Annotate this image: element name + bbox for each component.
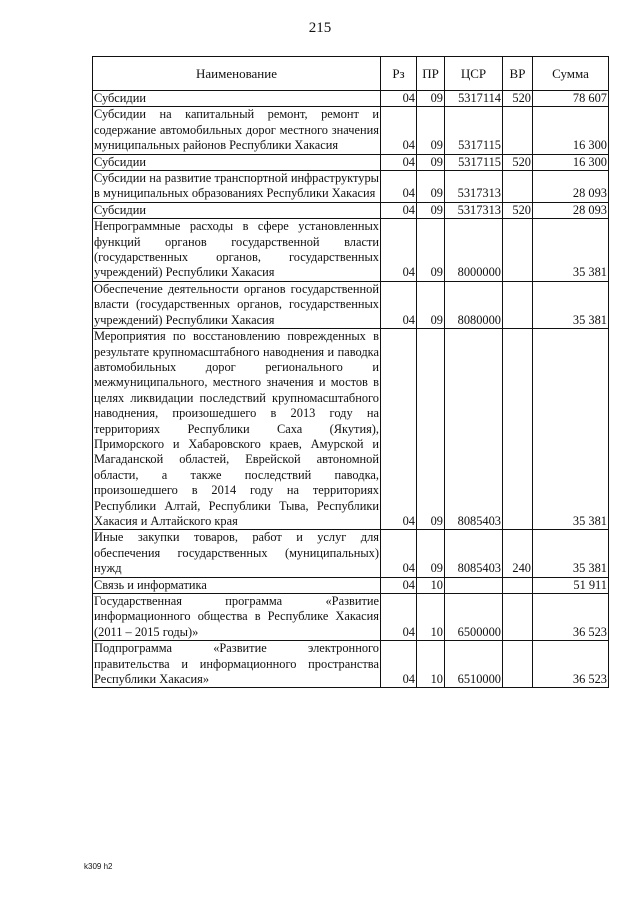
row-csr: 5317115 xyxy=(445,107,503,154)
row-name: Субсидии xyxy=(93,202,381,218)
row-rz: 04 xyxy=(381,154,417,170)
row-pr: 09 xyxy=(417,107,445,154)
row-rz: 04 xyxy=(381,219,417,282)
row-vr: 240 xyxy=(503,530,533,577)
row-rz: 04 xyxy=(381,281,417,328)
row-pr: 09 xyxy=(417,171,445,203)
row-pr: 09 xyxy=(417,329,445,530)
row-rz: 04 xyxy=(381,577,417,593)
row-csr xyxy=(445,577,503,593)
row-csr: 8080000 xyxy=(445,281,503,328)
table-row xyxy=(93,219,609,282)
row-vr xyxy=(503,329,533,530)
row-csr: 8000000 xyxy=(445,219,503,282)
row-rz: 04 xyxy=(381,91,417,107)
row-rz: 04 xyxy=(381,171,417,203)
row-name: Субсидии на капитальный ремонт, ремонт и содержание автомобильных дорог местного значения муниципальных районов Республики Хакасия xyxy=(94,107,379,153)
header-name: Наименование xyxy=(93,57,381,91)
header-vr: ВР xyxy=(503,57,533,91)
budget-table xyxy=(92,56,609,688)
row-vr xyxy=(503,594,533,641)
table-row xyxy=(93,202,609,218)
row-vr: 520 xyxy=(503,202,533,218)
row-pr: 09 xyxy=(417,91,445,107)
row-vr xyxy=(503,219,533,282)
row-name: Связь и информатика xyxy=(93,577,381,593)
row-vr xyxy=(503,171,533,203)
table-row xyxy=(93,281,609,328)
row-sum: 28 093 xyxy=(533,202,609,218)
row-name: Обеспечение деятельности органов государственной власти (государственных органов, государственных учреждений) Республики Хакасия xyxy=(94,281,379,327)
row-pr: 10 xyxy=(417,594,445,641)
header-csr: ЦСР xyxy=(445,57,503,91)
row-pr: 09 xyxy=(417,281,445,328)
header-pr: ПР xyxy=(417,57,445,91)
row-sum: 35 381 xyxy=(533,281,609,328)
row-pr: 09 xyxy=(417,219,445,282)
row-csr: 6510000 xyxy=(445,641,503,688)
row-vr: 520 xyxy=(503,154,533,170)
table-row xyxy=(93,329,609,530)
row-pr: 09 xyxy=(417,530,445,577)
row-csr: 8085403 xyxy=(445,329,503,530)
row-pr: 10 xyxy=(417,577,445,593)
row-csr: 5317313 xyxy=(445,202,503,218)
row-rz: 04 xyxy=(381,594,417,641)
row-name: Государственная программа «Развитие информационного общества в Республике Хакасия (2011 – 2015 годы)» xyxy=(94,594,379,639)
footer-code: k309 h2 xyxy=(84,862,113,871)
row-name: Мероприятия по восстановлению поврежденных в результате крупномасштабного наводнения и паводка автомобильных дорог регионального и межмуниципального, местного значения и мостов в целях ликвидации последствий крупномасштабного наводнения, произошедшего в 2013 году на территориях Республики Саха (Якутия), Приморского и Хабаровского краев, Амурской и Магаданской областей, Еврейской автономной области, а также последствий паводка, произошедшего в 2014 году на территориях Республики Алтай, Республики Тыва, Республики Хакасия и Алтайского края xyxy=(94,329,379,528)
page-number: 215 xyxy=(308,20,332,36)
row-sum: 78 607 xyxy=(533,91,609,107)
row-vr: 520 xyxy=(503,91,533,107)
row-pr: 09 xyxy=(417,202,445,218)
row-csr: 5317313 xyxy=(445,171,503,203)
row-sum: 36 523 xyxy=(533,641,609,688)
row-name: Субсидии на развитие транспортной инфраструктуры в муниципальных образованиях Республики Хакасия xyxy=(94,171,379,201)
table-header-row xyxy=(93,57,609,91)
row-name: Субсидии xyxy=(93,91,381,107)
row-name: Иные закупки товаров, работ и услуг для обеспечения государственных (муниципальных) нужд xyxy=(94,530,379,576)
row-rz: 04 xyxy=(381,641,417,688)
table-row xyxy=(93,171,609,203)
row-sum: 36 523 xyxy=(533,594,609,641)
table-row xyxy=(93,154,609,170)
row-pr: 09 xyxy=(417,154,445,170)
table-row xyxy=(93,107,609,154)
table-row xyxy=(93,530,609,577)
row-vr xyxy=(503,107,533,154)
table-row xyxy=(93,641,609,688)
row-csr: 6500000 xyxy=(445,594,503,641)
row-sum: 16 300 xyxy=(533,154,609,170)
row-csr: 8085403 xyxy=(445,530,503,577)
header-rz: Рз xyxy=(381,57,417,91)
table-row xyxy=(93,577,609,593)
row-sum: 35 381 xyxy=(533,329,609,530)
row-vr xyxy=(503,577,533,593)
row-rz: 04 xyxy=(381,530,417,577)
header-sum: Сумма xyxy=(533,57,609,91)
row-rz: 04 xyxy=(381,202,417,218)
table-row xyxy=(93,91,609,107)
row-vr xyxy=(503,281,533,328)
row-sum: 51 911 xyxy=(533,577,609,593)
row-csr: 5317115 xyxy=(445,154,503,170)
row-sum: 16 300 xyxy=(533,107,609,154)
row-name: Подпрограмма «Развитие электронного правительства и информационного пространства Республики Хакасия» xyxy=(94,641,379,687)
row-rz: 04 xyxy=(381,329,417,530)
row-csr: 5317114 xyxy=(445,91,503,107)
row-rz: 04 xyxy=(381,107,417,154)
row-sum: 35 381 xyxy=(533,219,609,282)
row-sum: 28 093 xyxy=(533,171,609,203)
row-name: Непрограммные расходы в сфере установленных функций органов государственной власти (государственных органов, государственных учреждений) Республики Хакасия xyxy=(94,219,379,280)
row-sum: 35 381 xyxy=(533,530,609,577)
table-row xyxy=(93,594,609,641)
row-pr: 10 xyxy=(417,641,445,688)
row-vr xyxy=(503,641,533,688)
row-name: Субсидии xyxy=(93,154,381,170)
